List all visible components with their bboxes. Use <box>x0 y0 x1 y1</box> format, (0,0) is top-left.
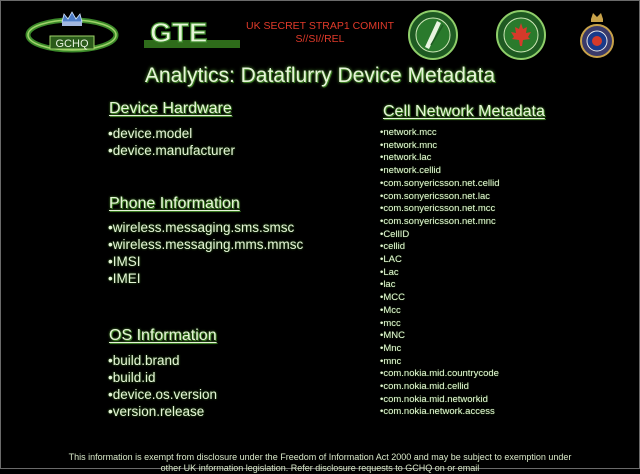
list-item: •device.manufacturer <box>108 143 236 158</box>
device-hardware-list <box>108 125 235 159</box>
list-item: •wireless.messaging.mms.mmsc <box>108 237 304 252</box>
gte-logo-text: GTE <box>150 17 208 48</box>
list-item: •IMSI <box>108 254 141 269</box>
list-item: •CellID <box>380 228 410 240</box>
list-item: •com.nokia.mid.cellid <box>380 381 469 393</box>
classification-line-2: S//SI//REL <box>295 33 345 45</box>
os-information-list <box>108 352 217 420</box>
list-item: •com.sonyericsson.net.mcc <box>380 203 496 215</box>
list-item: •network.lac <box>380 152 432 164</box>
list-item: •MNC <box>380 330 405 342</box>
list-item: •lac <box>380 279 396 291</box>
list-item: •mnc <box>380 355 402 367</box>
list-item: •com.sonyericsson.net.cellid <box>380 177 500 189</box>
gte-logo <box>144 12 244 52</box>
list-item: •com.nokia.mid.countrycode <box>380 368 499 380</box>
list-item: •mcc <box>380 317 401 329</box>
gchq-logo <box>24 8 120 54</box>
list-item: •com.nokia.mid.networkid <box>380 393 488 405</box>
list-item: •device.os.version <box>108 387 218 402</box>
list-item: •network.mnc <box>380 139 438 151</box>
list-item: •IMEI <box>108 271 141 286</box>
list-item: •network.mcc <box>380 127 437 138</box>
list-item: •wireless.messaging.sms.smsc <box>108 220 295 235</box>
phone-information-heading: Phone Information <box>109 195 240 212</box>
list-item: •Lac <box>380 266 399 278</box>
classification-line-1: UK SECRET STRAP1 COMINT <box>246 20 394 32</box>
list-item: •com.sonyericsson.net.lac <box>380 190 490 202</box>
list-item: •device.model <box>108 126 193 141</box>
list-item: •Mcc <box>380 304 401 316</box>
footer-line-2: other UK information legislation. Refer disclosure requests to GCHQ on or email <box>160 463 480 473</box>
list-item: •com.nokia.network.access <box>380 406 495 418</box>
cell-network-heading: Cell Network Metadata <box>383 103 545 120</box>
uk-badge-icon <box>579 9 615 61</box>
canada-seal-icon <box>495 9 547 61</box>
list-item: •MCC <box>380 292 405 304</box>
footer-disclaimer <box>30 452 610 474</box>
nz-seal-icon <box>407 9 459 61</box>
phone-information-list <box>108 219 303 287</box>
list-item: •com.sonyericsson.net.mnc <box>380 215 496 227</box>
footer-line-1: This information is exempt from disclosure under the Freedom of Information Act 2000 and may be subject to exemption under <box>68 452 572 462</box>
list-item: •LAC <box>380 254 402 266</box>
gchq-logo-text: GCHQ <box>55 38 89 50</box>
os-information-heading: OS Information <box>109 327 217 344</box>
cell-network-list <box>380 127 500 419</box>
list-item: •network.cellid <box>380 165 441 177</box>
list-item: •build.id <box>108 370 156 385</box>
list-item: •build.brand <box>108 353 180 368</box>
list-item: •Mnc <box>380 342 402 354</box>
list-item: •version.release <box>108 404 205 419</box>
page-title: Analytics: Dataflurry Device Metadata <box>144 64 496 87</box>
classification-marking <box>244 20 396 46</box>
device-hardware-heading: Device Hardware <box>109 100 232 117</box>
list-item: •cellid <box>380 241 405 253</box>
